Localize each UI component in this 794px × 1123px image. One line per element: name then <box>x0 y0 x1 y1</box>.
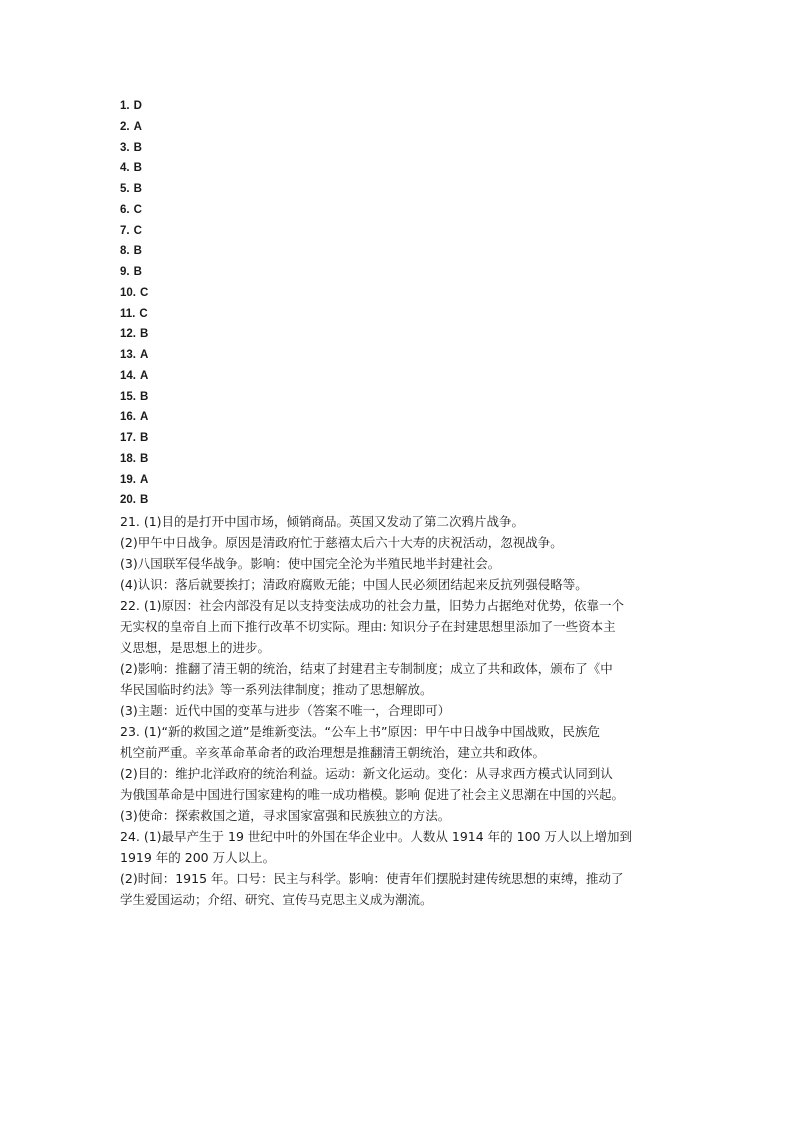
mc-answer-item <box>120 324 680 345</box>
mc-answer-item <box>120 449 680 470</box>
question-number: 11. <box>120 307 136 320</box>
mc-answer-item <box>120 262 680 283</box>
answer-letter: C <box>139 307 148 320</box>
mc-answer-item <box>120 179 680 200</box>
question-number: 4. <box>120 162 130 175</box>
essay-answer-line: 1919 年的 200 万人以上。 <box>120 850 276 865</box>
mc-answer-item <box>120 138 680 159</box>
mc-answer-item <box>120 304 680 325</box>
essay-answer-line: 为俄国革命是中国进行国家建构的唯一成功楷模。影响 促进了社会主义思潮在中国的兴起。 <box>120 787 624 802</box>
answer-letter: A <box>140 349 149 361</box>
answer-letter: B <box>140 390 149 403</box>
question-number: 10. <box>120 286 136 299</box>
essay-answer-line: 22. (1)原因：社会内部没有足以支持变法成功的社会力量，旧势力占据绝对优势，依靠一个 <box>120 598 625 613</box>
answer-letter: B <box>133 162 142 175</box>
essay-answer-line: (3)八国联军侵华战争。影响：使中国完全沦为半殖民地半封建社会。 <box>120 556 501 571</box>
essay-answer-line: 华民国临时约法》等一系列法律制度；推动了思想解放。 <box>120 682 433 697</box>
answer-letter: B <box>133 183 142 195</box>
answer-letter: A <box>140 473 149 486</box>
essay-answer-line: (2)时间：1915 年。口号：民主与科学。影响：使青年们摆脱封建传统思想的束缚，推动了 <box>120 871 624 886</box>
mc-answer-item <box>120 470 680 491</box>
question-number: 1. <box>120 100 130 112</box>
question-number: 15. <box>120 390 136 403</box>
mc-answer-item <box>120 221 680 242</box>
essay-answer-line: (2)甲午中日战争。原因是清政府忙于慈禧太后六十大寿的庆祝活动，忽视战争。 <box>120 535 563 550</box>
question-number: 9. <box>120 266 130 278</box>
mc-answer-item <box>120 407 680 428</box>
mc-answer-item <box>120 200 680 221</box>
question-number: 5. <box>120 183 130 195</box>
answer-letter: B <box>133 141 142 154</box>
answer-letter: C <box>140 286 149 299</box>
mc-answer-item <box>120 366 680 387</box>
essay-answer-line: (3)主题：近代中国的变革与进步（答案不唯一，合理即可） <box>120 703 451 718</box>
answer-letter: B <box>140 452 149 465</box>
question-number: 7. <box>120 224 130 237</box>
question-number: 16. <box>120 411 136 424</box>
answer-letter: B <box>133 266 142 278</box>
question-number: 18. <box>120 452 136 465</box>
essay-answer-line: 23. (1)“新的救国之道”是维新变法。“公车上书”原因：甲午中日战争中国战败，民族危 <box>120 724 600 739</box>
essay-answer-line: 24. (1)最早产生于 19 世纪中叶的外国在华企业中。人数从 1914 年的 100 万人以上增加到 <box>120 829 632 844</box>
mc-answer-item <box>120 490 680 511</box>
answer-key <box>120 96 680 910</box>
answer-letter: C <box>133 203 142 216</box>
answer-letter: A <box>140 369 149 382</box>
answer-letter: C <box>133 224 142 237</box>
question-number: 3. <box>120 141 130 154</box>
question-number: 12. <box>120 328 136 341</box>
mc-answer-item <box>120 387 680 408</box>
essay-answer-line: (2)目的：维护北洋政府的统治利益。运动：新文化运动。变化：从寻求西方模式认同到认 <box>120 766 613 781</box>
essay-answer-line: 学生爱国运动；介绍、研究、宣传马克思主义成为潮流。 <box>120 892 433 907</box>
essay-answer-line: (4)认识：落后就要挨打；清政府腐败无能；中国人民必须团结起来反抗列强侵略等。 <box>120 577 588 592</box>
mc-answer-item <box>120 283 680 304</box>
essay-answer-line: 义思想，是思想上的进步。 <box>120 640 271 655</box>
essay-answer-line: (3)使命：探索救国之道，寻求国家富强和民族独立的方法。 <box>120 808 451 823</box>
question-number: 19. <box>120 473 136 486</box>
question-number: 6. <box>120 203 130 216</box>
answer-letter: D <box>133 100 142 112</box>
mc-answer-item <box>120 158 680 179</box>
essay-answer-line: (2)影响：推翻了清王朝的统治，结束了封建君主专制制度；成立了共和政体，颁布了《中 <box>120 661 613 676</box>
question-number: 8. <box>120 245 130 258</box>
essay-answers <box>120 511 680 910</box>
mc-answer-item <box>120 428 680 449</box>
essay-answer-line: 21. (1)目的是打开中国市场，倾销商品。英国又发动了第二次鸦片战争。 <box>120 514 525 529</box>
question-number: 2. <box>120 120 130 133</box>
essay-answer-line: 无实权的皇帝自上而下推行改革不切实际。理由: 知识分子在封建思想里添加了一些资本主 <box>120 619 616 634</box>
mc-answer-item <box>120 241 680 262</box>
mc-answer-item <box>120 117 680 138</box>
multiple-choice-answers <box>120 96 680 511</box>
answer-letter: B <box>140 328 149 341</box>
mc-answer-item <box>120 345 680 366</box>
question-number: 14. <box>120 369 136 382</box>
answer-letter: A <box>140 411 149 424</box>
answer-letter: B <box>133 245 142 258</box>
question-number: 13. <box>120 349 136 361</box>
answer-letter: B <box>140 494 149 507</box>
answer-letter: B <box>140 432 149 444</box>
essay-answer-line: 机空前严重。辛亥革命革命者的政治理想是推翻清王朝统治，建立共和政体。 <box>120 745 546 760</box>
answer-letter: A <box>133 120 142 133</box>
question-number: 20. <box>120 494 136 507</box>
question-number: 17. <box>120 432 136 444</box>
mc-answer-item <box>120 96 680 117</box>
